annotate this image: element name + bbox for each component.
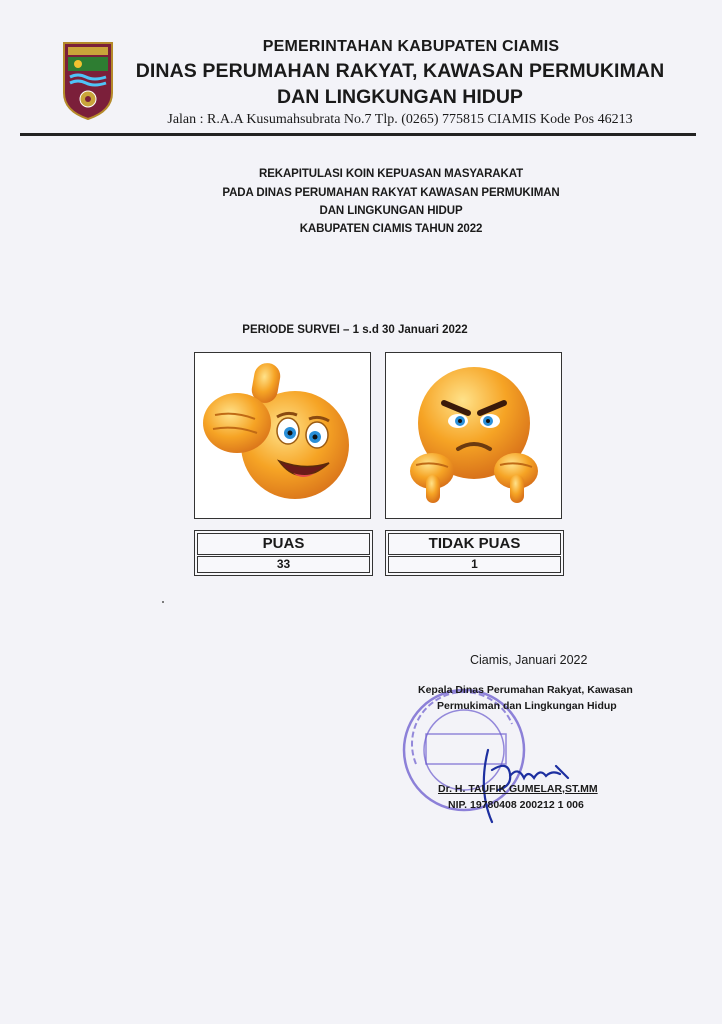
signatory-role-line1: Kepala Dinas Perumahan Rakyat, Kawasan: [418, 684, 633, 696]
survey-period: PERIODE SURVEI – 1 s.d 30 Januari 2022: [242, 324, 468, 336]
unsatisfied-result: [385, 530, 564, 576]
letterhead-address: Jalan : R.A.A Kusumahsubrata No.7 Tlp. (0265) 775815 CIAMIS Kode Pos 46213: [167, 112, 633, 127]
satisfied-label: PUAS: [197, 533, 370, 555]
letterhead-agency-cont: DAN LINGKUNGAN HIDUP: [277, 86, 523, 108]
unsatisfied-count: 1: [388, 556, 561, 573]
signatory-name: Dr. H. TAUFIK GUMELAR,ST.MM: [438, 783, 598, 795]
signatory-nip: NIP. 19780408 200212 1 006: [448, 799, 584, 811]
place-date: Ciamis, Januari 2022: [470, 653, 588, 667]
angry-thumbs-down-emoji-icon: [386, 353, 560, 517]
letterhead-government: PEMERINTAHAN KABUPATEN CIAMIS: [262, 38, 560, 55]
doc-title-line2: PADA DINAS PERUMAHAN RAKYAT KAWASAN PERMUKIMAN: [222, 187, 560, 199]
signatory-role-line2: Permukiman dan Lingkungan Hidup: [437, 700, 617, 712]
doc-title-line1: REKAPITULASI KOIN KEPUASAN MASYARAKAT: [258, 168, 523, 180]
paper-speck: [162, 601, 164, 603]
thumbs-up-emoji-icon: [195, 353, 369, 517]
satisfied-result: [194, 530, 373, 576]
letterhead-agency: DINAS PERUMAHAN RAKYAT, KAWASAN PERMUKIMAN: [135, 60, 665, 82]
doc-title-line4: KABUPATEN CIAMIS TAHUN 2022: [299, 223, 483, 235]
doc-title-line3: DAN LINGKUNGAN HIDUP: [319, 205, 463, 217]
unsatisfied-label: TIDAK PUAS: [388, 533, 561, 555]
unsatisfied-emoji-box: [385, 352, 562, 519]
satisfied-count: 33: [197, 556, 370, 573]
ciamis-crest-logo: [60, 37, 116, 121]
satisfied-emoji-box: [194, 352, 371, 519]
letterhead-divider: [20, 133, 696, 136]
handwritten-signature: [448, 730, 578, 830]
